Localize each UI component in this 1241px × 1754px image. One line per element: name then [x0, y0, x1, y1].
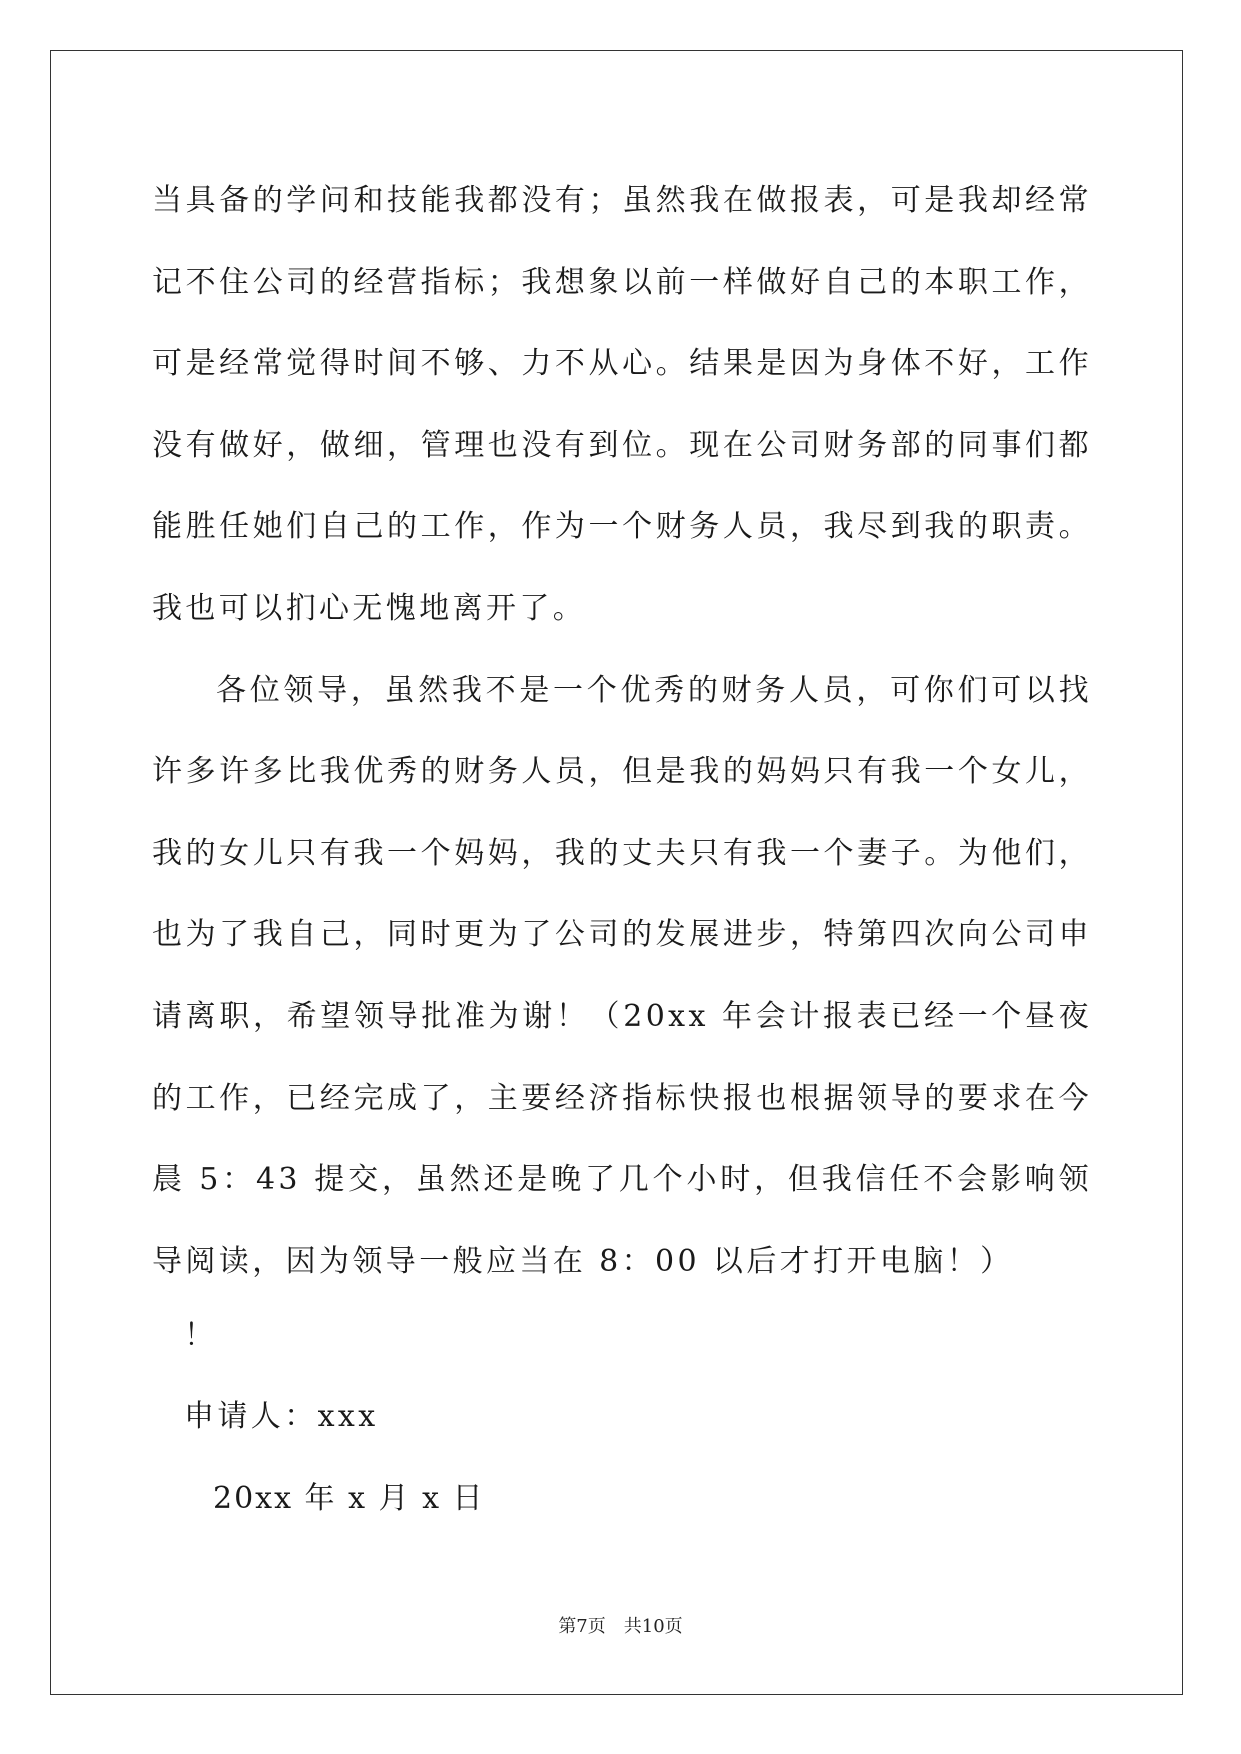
date-line: 20xx 年 x 月 x 日 — [213, 1481, 485, 1516]
paragraph-continuation: 当具备的学问和技能我都没有；虽然我在做报表，可是我却经常记不住公司的经营指标；我想象以前一样做好自己的本职工作，可是经常觉得时间不够、力不从心。结果是因为身体不好，工作没有做好，做细，管理也没有到位。现在公司财务部的同事们都能胜任她们自己的工作，作为一个财务人员，我尽到我的职责。我也可以扪心无愧地离开了。 — [152, 183, 1092, 626]
applicant-line: 申请人：xxx — [184, 1399, 379, 1434]
page-total: 共10页 — [623, 1616, 683, 1637]
closing-mark: ！ — [184, 1318, 214, 1353]
document-body — [152, 160, 1092, 1302]
paragraph-request: 各位领导，虽然我不是一个优秀的财务人员，可你们可以找许多许多比我优秀的财务人员，但是我的妈妈只有我一个女儿，我的女儿只有我一个妈妈，我的丈夫只有我一个妻子。为他们，也为了我自己，同时更为了公司的发展进步，特第四次向公司申请离职，希望领导批准为谢！（20xx 年会计报表已经一个昼夜的工作，已经完成了，主要经济指标快报也根据领导的要求在今晨 5：43 提交，虽然还是晚了几个小时，但我信任不会影响领导阅读，因为领导一般应当在 8：00 以后才打开电脑！） — [152, 672, 1092, 1279]
page-number: 第7页 — [558, 1616, 606, 1637]
page-footer — [0, 1612, 1241, 1638]
